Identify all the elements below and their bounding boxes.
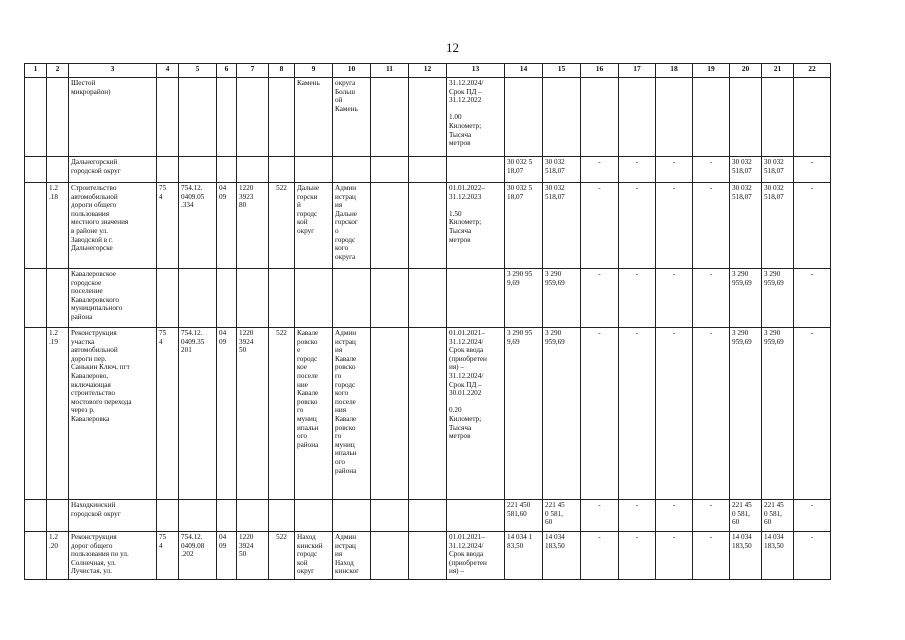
table-cell: - <box>693 532 730 580</box>
table-cell: - <box>619 532 656 580</box>
table-cell <box>762 78 794 157</box>
table-cell: Кавалеровское городское поселение Кавалеровского муниципального района <box>69 269 157 328</box>
table-cell <box>371 78 409 157</box>
table-cell: 30 032 518,07 <box>762 183 794 269</box>
table-cell: - <box>693 500 730 532</box>
page-number: 12 <box>446 40 459 55</box>
table-cell: 31.12.2024/ Срок ПД – 31.12.2022 1.00 Километр; Тысяча метров <box>447 78 505 157</box>
header-cell: 20 <box>730 64 762 78</box>
table-cell <box>409 532 447 580</box>
header-cell: 15 <box>543 64 581 78</box>
table-cell <box>25 183 47 269</box>
table-cell: - <box>619 500 656 532</box>
table-cell <box>269 500 295 532</box>
header-cell: 10 <box>333 64 371 78</box>
table-cell: 754.12. 0409.35 201 <box>179 328 217 500</box>
table-cell <box>409 500 447 532</box>
table-cell: 30 032 518,07 <box>730 157 762 183</box>
table-cell: - <box>656 269 693 328</box>
data-table <box>24 63 831 580</box>
table-cell <box>179 269 217 328</box>
table-cell <box>217 78 237 157</box>
header-cell: 2 <box>47 64 69 78</box>
table-cell: 3 290 959,69 <box>762 269 794 328</box>
table-cell: 1.2 .19 <box>47 328 69 500</box>
table-cell <box>25 78 47 157</box>
table-cell <box>619 78 656 157</box>
table-cell: - <box>581 500 619 532</box>
table-cell <box>25 157 47 183</box>
header-cell: 9 <box>295 64 333 78</box>
table-cell: Админ истрац ия Кавале ровско го городс кого поселе ния Кавале ровско го муниц ипальн ого района <box>333 328 371 500</box>
table-cell <box>371 183 409 269</box>
table-cell <box>217 269 237 328</box>
table-cell: Админ истрац ия Наход кинског <box>333 532 371 580</box>
header-cell: 21 <box>762 64 794 78</box>
table-cell: - <box>656 183 693 269</box>
table-cell <box>409 328 447 500</box>
table-cell: - <box>794 183 831 269</box>
table-cell: 75 4 <box>157 183 179 269</box>
table-cell <box>409 78 447 157</box>
table-cell: 3 290 959,69 <box>730 269 762 328</box>
table-cell: - <box>693 183 730 269</box>
table-cell: - <box>794 328 831 500</box>
table-cell: 14 034 183,50 <box>730 532 762 580</box>
table-cell: 221 45 0 581, 60 <box>543 500 581 532</box>
table-cell <box>237 500 269 532</box>
table-cell: 522 <box>269 532 295 580</box>
table-cell <box>269 269 295 328</box>
table-cell: - <box>619 328 656 500</box>
table-cell: 3 290 959,69 <box>543 328 581 500</box>
table-cell <box>730 78 762 157</box>
table-cell <box>333 500 371 532</box>
table-cell: 221 45 0 581, 60 <box>762 500 794 532</box>
table-cell: 1220 3924 50 <box>237 328 269 500</box>
table-cell <box>371 328 409 500</box>
table-cell: округа Больш ой Камень <box>333 78 371 157</box>
table-cell <box>47 78 69 157</box>
table-cell <box>447 269 505 328</box>
table-cell: - <box>656 500 693 532</box>
table-cell: 1220 3924 50 <box>237 532 269 580</box>
table-cell <box>157 269 179 328</box>
table-cell: Админ истрац ия Дальне горског о городс кого округа <box>333 183 371 269</box>
table-cell: - <box>619 269 656 328</box>
table-cell <box>217 157 237 183</box>
table-cell: 30 032 518,07 <box>730 183 762 269</box>
header-cell: 1 <box>25 64 47 78</box>
table-cell: Находкинский городской округ <box>69 500 157 532</box>
table-cell: 14 034 183,50 <box>543 532 581 580</box>
table-cell: - <box>619 157 656 183</box>
table-cell <box>295 500 333 532</box>
table-cell: 01.01.2022– 31.12.2023 1.50 Километр; Тысяча метров <box>447 183 505 269</box>
table-cell: 30 032 5 18,07 <box>505 157 543 183</box>
table-cell: 522 <box>269 183 295 269</box>
table-cell: - <box>693 269 730 328</box>
table-cell: Кавале ровско е городс кое поселе ние Кавале ровско го муниц ипальн ого района <box>295 328 333 500</box>
header-cell: 17 <box>619 64 656 78</box>
table-cell: 754.12. 0409.08 .202 <box>179 532 217 580</box>
table-cell: 75 4 <box>157 532 179 580</box>
table-cell <box>371 500 409 532</box>
table-cell: 3 290 959,69 <box>762 328 794 500</box>
table-cell <box>693 78 730 157</box>
table-cell <box>25 500 47 532</box>
table-cell: Шестой микрорайон) <box>69 78 157 157</box>
table-cell: 30 032 518,07 <box>543 157 581 183</box>
table-cell: 14 034 1 83,50 <box>505 532 543 580</box>
header-cell: 19 <box>693 64 730 78</box>
table-cell <box>371 269 409 328</box>
table-cell <box>269 78 295 157</box>
table-cell <box>237 157 269 183</box>
table-cell: - <box>794 500 831 532</box>
table-row <box>25 328 831 500</box>
table-row <box>25 183 831 269</box>
table-cell: 01.01.2021– 31.12.2024/ Срок ввода (приобретен ия) – <box>447 532 505 580</box>
table-cell: 1.2 .18 <box>47 183 69 269</box>
header-cell: 4 <box>157 64 179 78</box>
table-cell: - <box>656 328 693 500</box>
table-cell <box>656 78 693 157</box>
table-cell: - <box>693 157 730 183</box>
table-cell <box>179 157 217 183</box>
table-cell: Строительство автомобильной дороги общего пользования местного значения в районе ул. Заводской в г. Дальнегорске <box>69 183 157 269</box>
table-cell <box>25 328 47 500</box>
table-cell: 75 4 <box>157 328 179 500</box>
table-cell <box>47 500 69 532</box>
header-row <box>25 64 831 78</box>
table-cell: - <box>794 269 831 328</box>
table-row <box>25 269 831 328</box>
table-cell: 30 032 518,07 <box>543 183 581 269</box>
table-cell: 3 290 959,69 <box>730 328 762 500</box>
header-cell: 16 <box>581 64 619 78</box>
table-cell <box>295 157 333 183</box>
table-cell <box>47 157 69 183</box>
header-cell: 5 <box>179 64 217 78</box>
table-cell: Камень <box>295 78 333 157</box>
table-row <box>25 157 831 183</box>
table-cell: 04 09 <box>217 532 237 580</box>
table-cell: 04 09 <box>217 328 237 500</box>
table-cell: 754.12. 0409.05 .334 <box>179 183 217 269</box>
table-cell <box>371 157 409 183</box>
table-cell <box>505 78 543 157</box>
header-cell: 22 <box>794 64 831 78</box>
table-cell: Реконструкция участка автомобильной дороги пер. Санькин Ключ, пгт Кавалерово, включающая строительство мостового перехода через р. Кавалеровка <box>69 328 157 500</box>
table-cell <box>543 78 581 157</box>
header-cell: 18 <box>656 64 693 78</box>
header-cell: 14 <box>505 64 543 78</box>
table-cell: - <box>581 183 619 269</box>
table-cell: 30 032 5 18,07 <box>505 183 543 269</box>
table-cell: - <box>693 328 730 500</box>
header-cell: 3 <box>69 64 157 78</box>
table-cell: - <box>581 157 619 183</box>
table-cell: 221 45 0 581, 60 <box>730 500 762 532</box>
table-row <box>25 532 831 580</box>
table-cell: - <box>581 532 619 580</box>
header-cell: 12 <box>409 64 447 78</box>
table-cell <box>217 500 237 532</box>
table-cell <box>581 78 619 157</box>
table-cell <box>371 532 409 580</box>
table-cell <box>157 78 179 157</box>
table-cell <box>179 78 217 157</box>
table-row <box>25 500 831 532</box>
table-cell: - <box>794 532 831 580</box>
table-cell <box>409 183 447 269</box>
table-cell <box>157 500 179 532</box>
header-cell: 6 <box>217 64 237 78</box>
table-cell: - <box>619 183 656 269</box>
table-cell: Наход кинский городс кой округ <box>295 532 333 580</box>
table-cell: - <box>656 532 693 580</box>
table-cell: 14 034 183,50 <box>762 532 794 580</box>
table-cell: - <box>656 157 693 183</box>
table-cell: 04 09 <box>217 183 237 269</box>
table-cell <box>295 269 333 328</box>
table-cell <box>237 78 269 157</box>
table-cell: 01.01.2021– 31.12.2024/ Срок ввода (приобретен ия) – 31.12.2024/ Срок ПД – 30.01.2202 0.20 Километр; Тысяча метров <box>447 328 505 500</box>
table-cell <box>409 269 447 328</box>
table-cell <box>179 500 217 532</box>
table-cell <box>447 500 505 532</box>
table-cell <box>794 78 831 157</box>
table-cell: 1220 3923 80 <box>237 183 269 269</box>
table-cell <box>157 157 179 183</box>
table-cell <box>333 157 371 183</box>
table-cell: - <box>581 269 619 328</box>
table-cell: 3 290 95 9,69 <box>505 269 543 328</box>
table-cell <box>47 269 69 328</box>
table-cell: 522 <box>269 328 295 500</box>
table-cell <box>409 157 447 183</box>
table-cell: 3 290 95 9,69 <box>505 328 543 500</box>
table-cell: - <box>581 328 619 500</box>
table-cell: 30 032 518,07 <box>762 157 794 183</box>
table-cell: 1.2 .20 <box>47 532 69 580</box>
header-cell: 8 <box>269 64 295 78</box>
table-row <box>25 78 831 157</box>
header-cell: 13 <box>447 64 505 78</box>
table-cell: Реконструкция дорог общего пользования по ул. Солнечная, ул. Лучистая, ул. <box>69 532 157 580</box>
table-cell: 3 290 959,69 <box>543 269 581 328</box>
table-cell <box>333 269 371 328</box>
table-cell <box>269 157 295 183</box>
header-cell: 11 <box>371 64 409 78</box>
table-cell <box>25 269 47 328</box>
table-cell <box>447 157 505 183</box>
table-cell: - <box>794 157 831 183</box>
table-cell <box>237 269 269 328</box>
table-cell <box>25 532 47 580</box>
table-cell: Дальне горски й городс кой округ <box>295 183 333 269</box>
table-cell: 221 450 581,60 <box>505 500 543 532</box>
header-cell: 7 <box>237 64 269 78</box>
table-cell: Дальнегорский городской округ <box>69 157 157 183</box>
